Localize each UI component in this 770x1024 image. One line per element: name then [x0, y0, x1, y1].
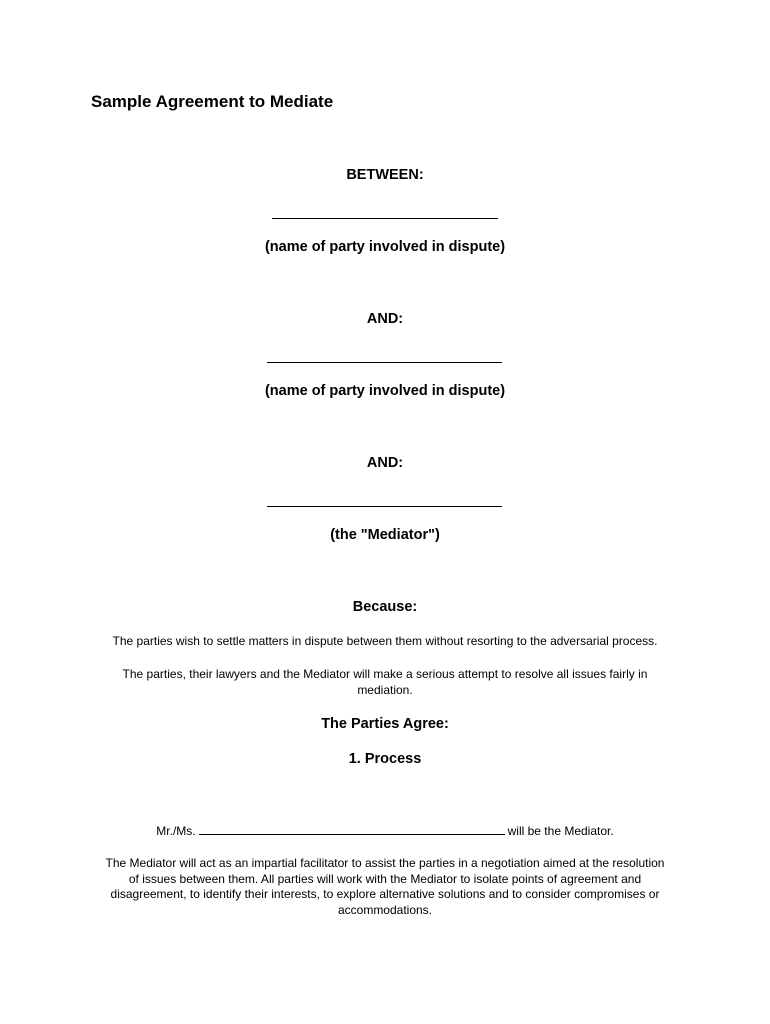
process-heading: 1. Process — [348, 751, 422, 767]
because-paragraph-1 — [0, 634, 770, 650]
party2-caption: (name of party involved in dispute) — [264, 383, 506, 399]
because-paragraph-2-line-1: The parties, their lawyers and the Mediator will make a serious attempt to resolve all issues fairly in — [122, 667, 648, 681]
party1-signature-line[interactable] — [272, 218, 498, 219]
process-paragraph-line: disagreement, to identify their interests, to explore alternative solutions and to consider compromises or — [110, 887, 660, 901]
mediator-appointment-line — [0, 823, 770, 839]
because-paragraph-2-line-2: mediation. — [357, 682, 413, 697]
process-paragraph-line: The Mediator will act as an impartial facilitator to assist the parties in a negotiation aimed at the resolution — [105, 856, 665, 870]
process-paragraph — [0, 856, 770, 918]
party1-caption: (name of party involved in dispute) — [264, 239, 506, 255]
between-label: BETWEEN: — [346, 167, 424, 183]
mediator-suffix: will be the Mediator. — [507, 824, 614, 838]
and2-label: AND: — [366, 455, 404, 471]
mediator-name-blank[interactable] — [199, 823, 505, 835]
and1-label: AND: — [366, 311, 404, 327]
mediator-caption: (the "Mediator") — [330, 527, 440, 543]
process-paragraph-line: accommodations. — [337, 902, 433, 917]
mediator-signature-line[interactable] — [267, 506, 502, 507]
party2-signature-line[interactable] — [267, 362, 502, 363]
process-paragraph-line: of issues between them. All parties will work with the Mediator to isolate points of agreement and — [128, 871, 642, 886]
parties-agree-heading: The Parties Agree: — [321, 716, 449, 732]
because-paragraph-2 — [0, 667, 770, 698]
mediator-prefix: Mr./Ms. — [156, 824, 196, 838]
document-title: Sample Agreement to Mediate — [91, 92, 334, 111]
because-heading: Because: — [352, 599, 418, 615]
because-paragraph-1-text: The parties wish to settle matters in dispute between them without resorting to the adversarial process. — [112, 634, 658, 648]
